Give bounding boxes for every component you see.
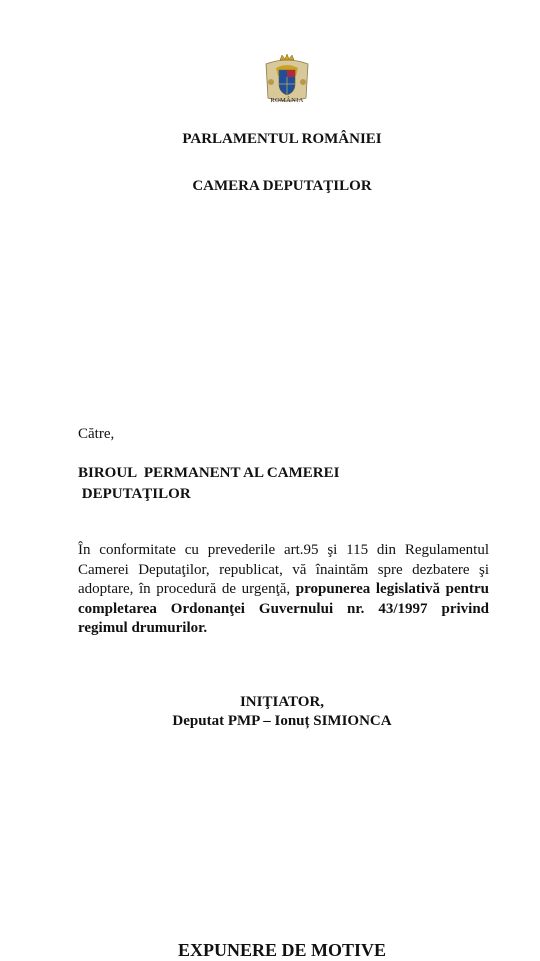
section-title: EXPUNERE DE MOTIVE: [177, 940, 387, 960]
recipient-line: BIROUL PERMANENT AL CAMEREI: [78, 465, 340, 481]
body-bold-text: propunerea legislativă pentru completarea Ordonanţei Guvernului nr. 43/1997 privind regimul drumurilor.: [78, 581, 489, 636]
parliament-title: PARLAMENTUL ROMÂNIEI: [182, 131, 382, 147]
letter-body: [78, 541, 489, 639]
chamber-title: CAMERA DEPUTAŢILOR: [192, 178, 372, 194]
initiator-name: Deputat PMP – Ionuț SIMIONCA: [172, 713, 392, 729]
crest-caption: ROMÂNIA: [270, 97, 304, 104]
recipient-block: [78, 463, 339, 505]
body-regular-text: În conformitate cu prevederile art.95 şi 115 din Regulamentul Camerei Deputaţilor, republicat, vă înaintăm spre dezbatere şi adoptare, în procedură de urgenţă,: [78, 542, 489, 597]
signature-block: [0, 693, 540, 731]
initiator-role: INIŢIATOR,: [239, 694, 325, 710]
recipient-line: DEPUTAŢILOR: [78, 486, 191, 502]
salutation: Către,: [78, 426, 115, 442]
